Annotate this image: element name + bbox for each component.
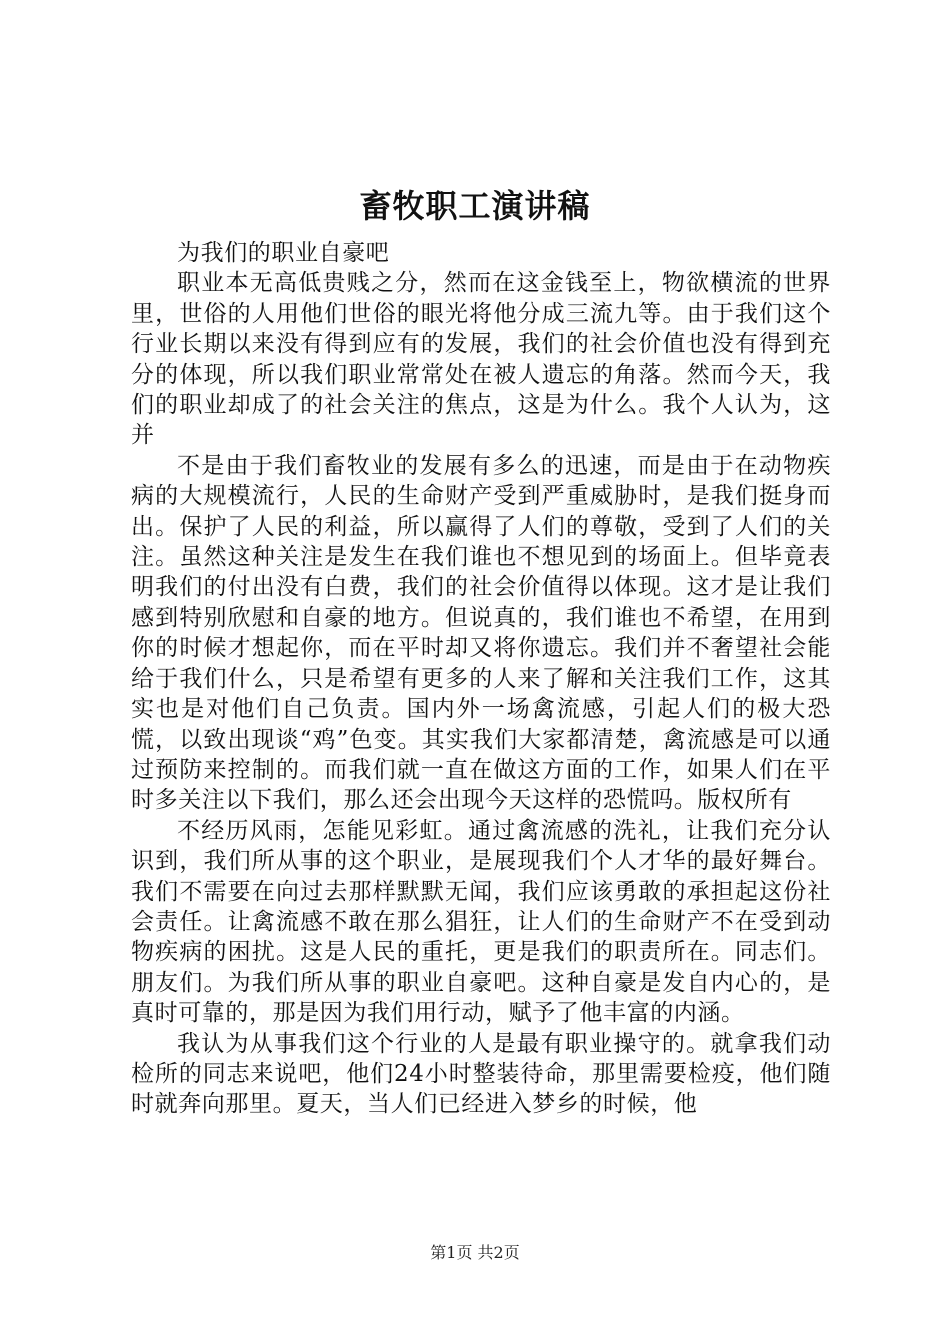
paragraph: 不经历风雨，怎能见彩虹。通过禽流感的洗礼，让我们充分认识到，我们所从事的这个职业，是展现我们个人才华的最好舞台。我们不需要在向过去那样默默无闻，我们应该勇敢的承担起这份社会责任。让禽流感不敢在那么猖狂，让人们的生命财产不在受到动物疾病的困扰。这是人民的重托，更是我们的职责所在。同志们。朋友们。为我们所从事的职业自豪吧。这种自豪是发自内心的，是真时可靠的，那是因为我们用行动，赋予了他丰富的内涵。 (131, 817, 831, 1027)
document-body (131, 238, 831, 1120)
paragraph: 不是由于我们畜牧业的发展有多么的迅速，而是由于在动物疾病的大规模流行，人民的生命财产受到严重威胁时，是我们挺身而出。保护了人民的利益，所以赢得了人们的尊敬，受到了人们的关注。虽然这种关注是发生在我们谁也不想见到的场面上。但毕竟表明我们的付出没有白费，我们的社会价值得以体现。这才是让我们感到特别欣慰和自豪的地方。但说真的，我们谁也不希望，在用到你的时候才想起你，而在平时却又将你遗忘。我们并不奢望社会能给于我们什么，只是希望有更多的人来了解和关注我们工作，这其实也是对他们自己负责。国内外一场禽流感，引起人们的极大恐慌，以致出现谈“鸡”色变。其实我们大家都清楚，禽流感是可以通过预防来控制的。而我们就一直在做这方面的工作，如果人们在平时多关注以下我们，那么还会出现今天这样的恐慌吗。版权所有 (131, 452, 831, 814)
paragraph: 我认为从事我们这个行业的人是最有职业操守的。就拿我们动检所的同志来说吧，他们24小时整装待命，那里需要检疫，他们随时就奔向那里。夏天，当人们已经进入梦乡的时候，他 (131, 1030, 831, 1118)
paragraph: 职业本无高低贵贱之分，然而在这金钱至上，物欲横流的世界里，世俗的人用他们世俗的眼光将他分成三流九等。由于我们这个行业长期以来没有得到应有的发展，我们的社会价值也没有得到充分的体现，所以我们职业常常处在被人遗忘的角落。然而今天，我们的职业却成了的社会关注的焦点，这是为什么。我个人认为，这并 (131, 270, 831, 449)
paragraph-subtitle: 为我们的职业自豪吧 (177, 240, 390, 266)
page-footer: 第1页 共2页 (430, 1243, 520, 1262)
document-title: 畜牧职工演讲稿 (359, 187, 591, 225)
